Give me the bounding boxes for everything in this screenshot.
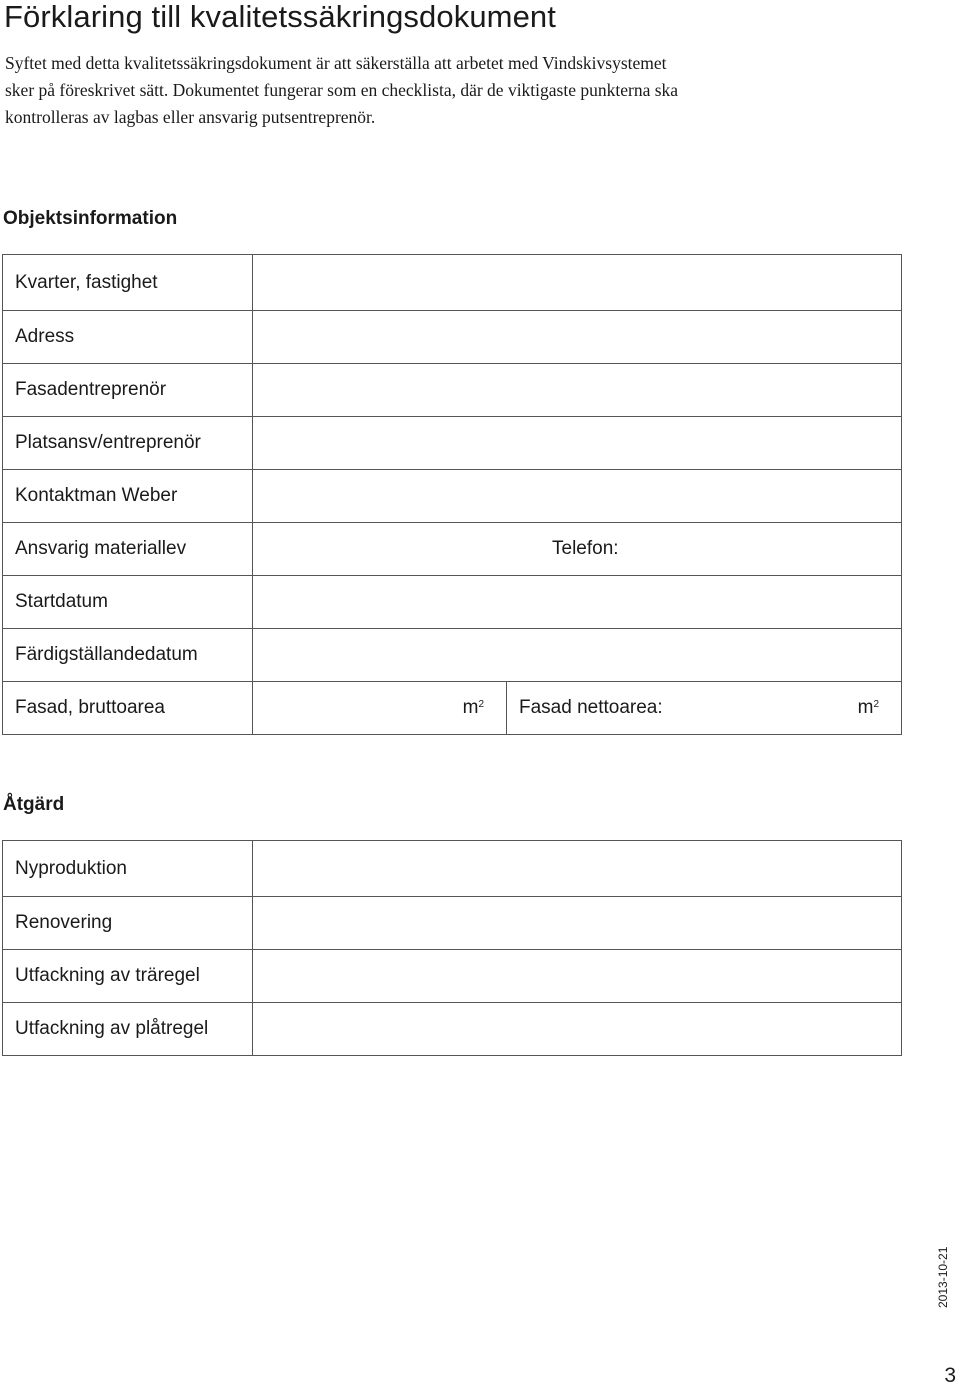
telefon-label: Telefon: (552, 538, 619, 559)
table-row (3, 1003, 902, 1056)
unit-m2 (858, 697, 879, 719)
field-value-kontaktman[interactable] (253, 470, 902, 523)
table-row (3, 417, 902, 470)
intro-line: sker på föreskrivet sätt. Dokumentet fungerar som en checklista, där de viktigaste punkterna ska (5, 80, 679, 100)
field-value-kvarter[interactable] (253, 255, 902, 311)
field-label-fardigstallandedatum: Färdigställandedatum (3, 629, 253, 682)
field-value-platsansv[interactable] (253, 417, 902, 470)
page-number: 3 (944, 1364, 956, 1387)
field-value-nettoarea[interactable] (507, 682, 902, 735)
field-value-adress[interactable] (253, 311, 902, 364)
atgard-label-renovering: Renovering (3, 897, 253, 950)
intro-paragraph (5, 50, 885, 131)
field-value-startdatum[interactable] (253, 576, 902, 629)
field-label-platsansv: Platsansv/entreprenör (3, 417, 253, 470)
atgard-label-nyproduktion: Nyproduktion (3, 841, 253, 897)
atgard-value-utfackning-platregel[interactable] (253, 1003, 902, 1056)
table-row (3, 311, 902, 364)
unit-exponent: 2 (873, 699, 879, 710)
atgard-heading: Åtgärd (3, 794, 65, 815)
unit-base: m (857, 697, 874, 718)
document-date: 2013-10-21 (936, 1246, 950, 1308)
table-row (3, 364, 902, 417)
table-row (3, 255, 902, 311)
objektsinformation-table (2, 254, 902, 735)
unit-m2 (463, 697, 484, 719)
page-title: Förklaring till kvalitetssäkringsdokument (4, 0, 556, 34)
unit-base: m (462, 697, 479, 718)
atgard-label-utfackning-traregel: Utfackning av träregel (3, 950, 253, 1003)
table-row (3, 841, 902, 897)
atgard-value-renovering[interactable] (253, 897, 902, 950)
table-row (3, 950, 902, 1003)
table-row (3, 523, 902, 576)
unit-exponent: 2 (478, 699, 484, 710)
field-value-bruttoarea[interactable] (253, 682, 507, 735)
atgard-value-nyproduktion[interactable] (253, 841, 902, 897)
atgard-value-utfackning-traregel[interactable] (253, 950, 902, 1003)
field-label-startdatum: Startdatum (3, 576, 253, 629)
field-label-adress: Adress (3, 311, 253, 364)
table-row (3, 576, 902, 629)
field-value-fasadentreprenor[interactable] (253, 364, 902, 417)
field-value-fardigstallandedatum[interactable] (253, 629, 902, 682)
nettoarea-label: Fasad nettoarea: (519, 697, 663, 718)
table-row (3, 629, 902, 682)
field-label-kvarter: Kvarter, fastighet (3, 255, 253, 311)
intro-line: Syftet med detta kvalitetssäkringsdokument är att säkerställa att arbetet med Vindskivsystemet (5, 53, 667, 73)
intro-line: kontrolleras av lagbas eller ansvarig putsentreprenör. (5, 107, 376, 127)
atgard-table (2, 840, 902, 1056)
table-row (3, 470, 902, 523)
table-row (3, 897, 902, 950)
field-value-ansvarig-materiallev[interactable] (253, 523, 902, 576)
table-row (3, 682, 902, 735)
atgard-label-utfackning-platregel: Utfackning av plåtregel (3, 1003, 253, 1056)
field-label-ansvarig-materiallev: Ansvarig materiallev (3, 523, 253, 576)
objektsinformation-heading: Objektsinformation (3, 208, 178, 229)
field-label-bruttoarea: Fasad, bruttoarea (3, 682, 253, 735)
field-label-fasadentreprenor: Fasadentreprenör (3, 364, 253, 417)
field-label-kontaktman: Kontaktman Weber (3, 470, 253, 523)
